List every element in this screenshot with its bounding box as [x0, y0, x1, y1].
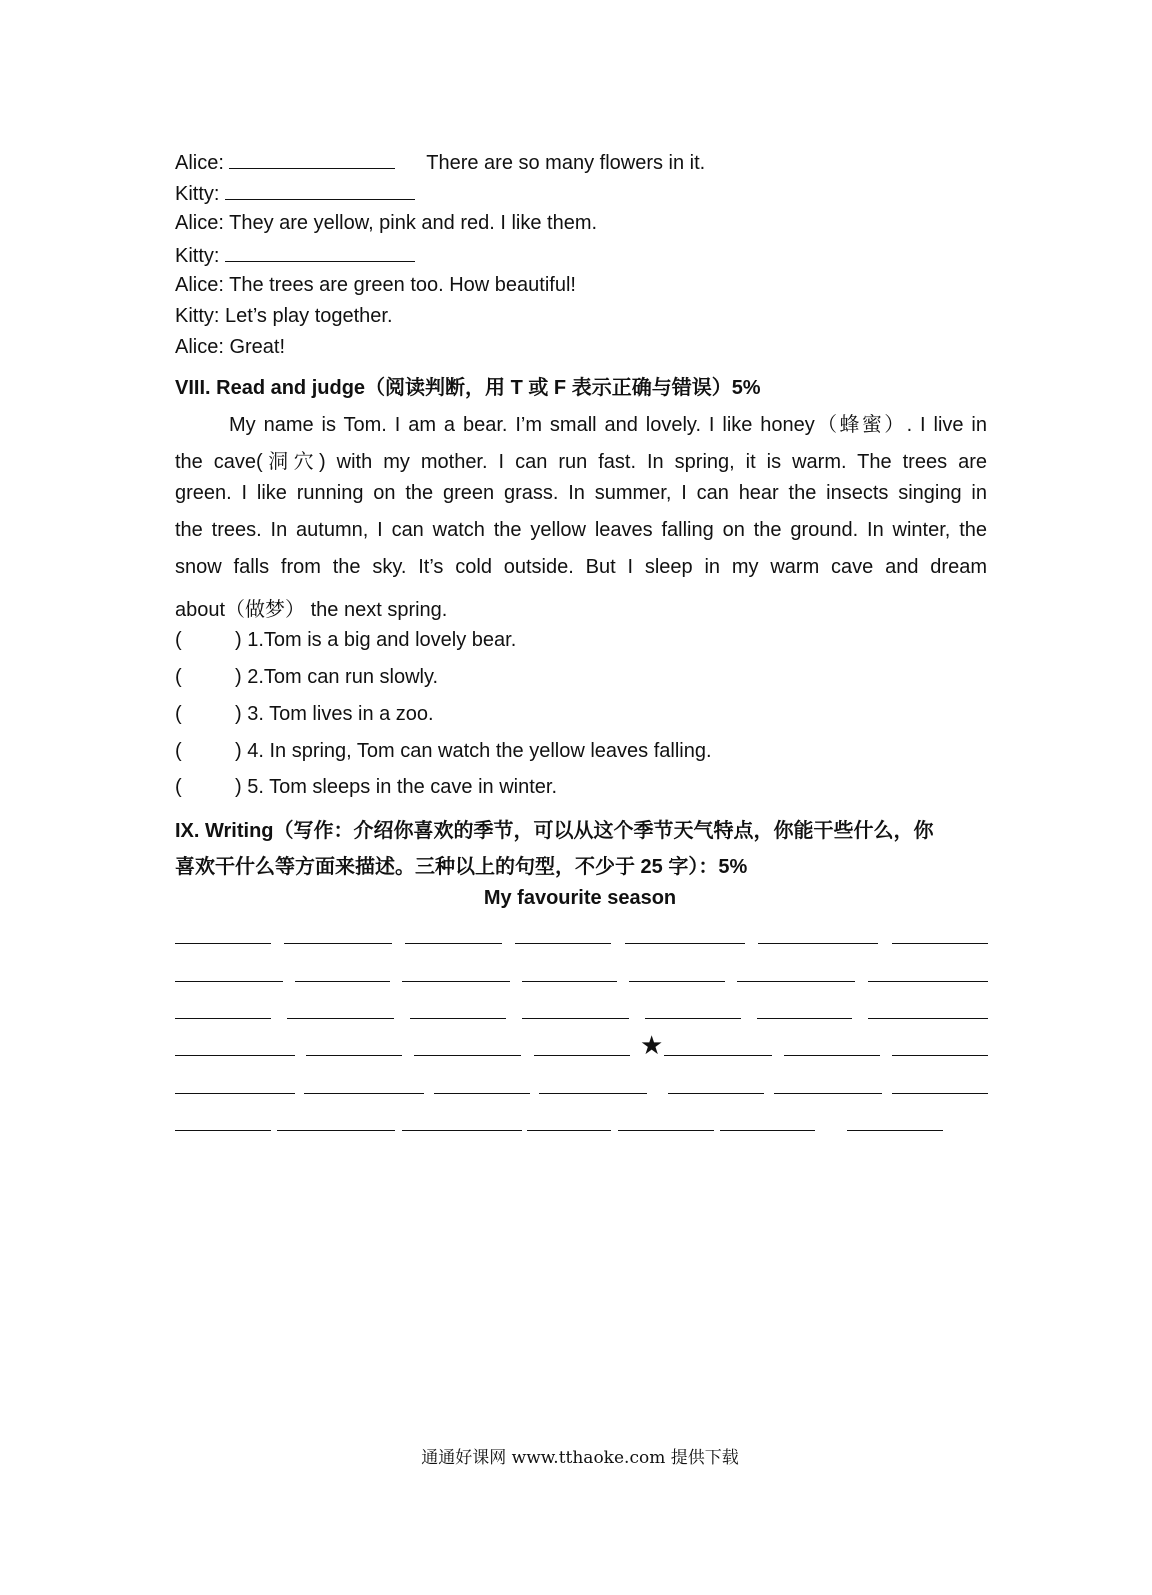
judge-question-4[interactable] [175, 740, 712, 763]
speaker: Alice: [175, 212, 224, 234]
passage-line-5: snow falls from the sky. It’s cold outside. But I sleep in my warm cave and dream [175, 556, 987, 578]
writing-blank[interactable] [287, 1018, 394, 1019]
speaker: Kitty: [175, 183, 220, 205]
answer-paren[interactable]: ( [175, 629, 182, 651]
writing-blank[interactable] [774, 1093, 882, 1094]
question-text: ) 3. Tom lives in a zoo. [235, 703, 434, 725]
dialogue-text: They are yellow, pink and red. I like them. [229, 212, 598, 234]
answer-paren[interactable]: ( [175, 740, 182, 762]
writing-blank[interactable] [175, 981, 283, 982]
writing-blank[interactable] [175, 943, 271, 944]
writing-blank[interactable] [534, 1055, 630, 1056]
writing-blank[interactable] [758, 943, 878, 944]
footer-credit: 通通好课网 www.tthaoke.com 提供下载 [421, 1448, 739, 1468]
answer-blank[interactable] [229, 150, 395, 169]
answer-paren[interactable]: ( [175, 776, 182, 798]
dialogue-text: The trees are green too. How beautiful! [229, 274, 576, 296]
writing-blank[interactable] [625, 943, 745, 944]
writing-blank[interactable] [410, 1018, 506, 1019]
judge-question-1[interactable] [175, 629, 516, 652]
writing-blank[interactable] [402, 1130, 522, 1131]
dialogue-line-6 [175, 305, 393, 328]
passage-line-2: the cave(洞穴) with my mother. I can run fast. In spring, it is warm. The trees are [175, 451, 987, 473]
writing-blank[interactable] [629, 981, 725, 982]
writing-blank[interactable] [664, 1055, 772, 1056]
question-text: ) 2.Tom can run slowly. [235, 666, 439, 688]
speaker: Kitty: [175, 245, 220, 267]
writing-blank[interactable] [414, 1055, 521, 1056]
writing-blank[interactable] [304, 1093, 424, 1094]
dialogue-text: Great! [229, 336, 286, 358]
writing-blank[interactable] [527, 1130, 611, 1131]
judge-question-2[interactable] [175, 666, 438, 689]
writing-blank[interactable] [522, 1018, 629, 1019]
question-text: ) 1.Tom is a big and lovely bear. [235, 629, 517, 651]
judge-question-5[interactable] [175, 776, 557, 799]
dialogue-line-3 [175, 212, 597, 235]
judge-question-3[interactable] [175, 703, 434, 726]
writing-blank[interactable] [306, 1055, 402, 1056]
passage-line-6: about（做梦） the next spring. [175, 599, 448, 621]
star-icon: ★ [640, 1030, 664, 1060]
section-9-heading-line-2: 喜欢干什么等方面来描述。三种以上的句型，不少于 25 字）：5% [175, 856, 748, 878]
question-text: ) 5. Tom sleeps in the cave in winter. [235, 776, 558, 798]
answer-paren[interactable]: ( [175, 703, 182, 725]
answer-blank[interactable] [225, 243, 415, 262]
question-text: ) 4. In spring, Tom can watch the yellow leaves falling. [235, 740, 712, 762]
section-9-heading-line-1: IX. Writing（写作：介绍你喜欢的季节，可以从这个季节天气特点，你能干些什么，你 [175, 820, 934, 842]
writing-blank[interactable] [868, 981, 988, 982]
writing-blank[interactable] [284, 943, 392, 944]
writing-blank[interactable] [868, 1018, 988, 1019]
speaker: Alice: [175, 152, 224, 174]
writing-blank[interactable] [757, 1018, 852, 1019]
passage-line-1: My name is Tom. I am a bear. I’m small and lovely. I like honey（蜂蜜）. I live in [229, 414, 987, 436]
passage-line-3: green. I like running on the green grass. In summer, I can hear the insects singing in [175, 482, 987, 504]
dialogue-line-1 [175, 150, 705, 175]
writing-blank[interactable] [892, 943, 988, 944]
dialogue-line-5 [175, 274, 576, 297]
dialogue-text: Let’s play together. [225, 305, 393, 327]
dialogue-line-2 [175, 181, 415, 206]
writing-blank[interactable] [892, 1093, 988, 1094]
writing-blank[interactable] [618, 1130, 714, 1131]
dialogue-line-7 [175, 336, 285, 359]
writing-blank[interactable] [175, 1055, 295, 1056]
writing-blank[interactable] [645, 1018, 741, 1019]
section-8-heading: VIII. Read and judge（阅读判断，用 T 或 F 表示正确与错误）5% [175, 377, 761, 399]
speaker: Alice: [175, 274, 224, 296]
writing-blank[interactable] [175, 1130, 271, 1131]
writing-blank[interactable] [668, 1093, 764, 1094]
answer-blank[interactable] [225, 181, 415, 200]
writing-blank[interactable] [277, 1130, 395, 1131]
dialogue-line-4 [175, 243, 415, 268]
writing-blank[interactable] [784, 1055, 880, 1056]
passage-line-4: the trees. In autumn, I can watch the yellow leaves falling on the ground. In winter, the [175, 519, 987, 541]
writing-blank[interactable] [295, 981, 390, 982]
writing-blank[interactable] [892, 1055, 988, 1056]
dialogue-text: There are so many flowers in it. [426, 152, 706, 174]
speaker: Alice: [175, 336, 224, 358]
writing-blank[interactable] [522, 981, 617, 982]
writing-blank[interactable] [539, 1093, 647, 1094]
answer-paren[interactable]: ( [175, 666, 182, 688]
writing-blank[interactable] [720, 1130, 815, 1131]
writing-blank[interactable] [175, 1018, 271, 1019]
writing-blank[interactable] [175, 1093, 295, 1094]
writing-blank[interactable] [737, 981, 855, 982]
writing-blank[interactable] [515, 943, 611, 944]
writing-blank[interactable] [847, 1130, 943, 1131]
writing-blank[interactable] [405, 943, 502, 944]
writing-title: My favourite season [483, 887, 677, 909]
writing-blank[interactable] [402, 981, 510, 982]
writing-blank[interactable] [434, 1093, 530, 1094]
speaker: Kitty: [175, 305, 220, 327]
